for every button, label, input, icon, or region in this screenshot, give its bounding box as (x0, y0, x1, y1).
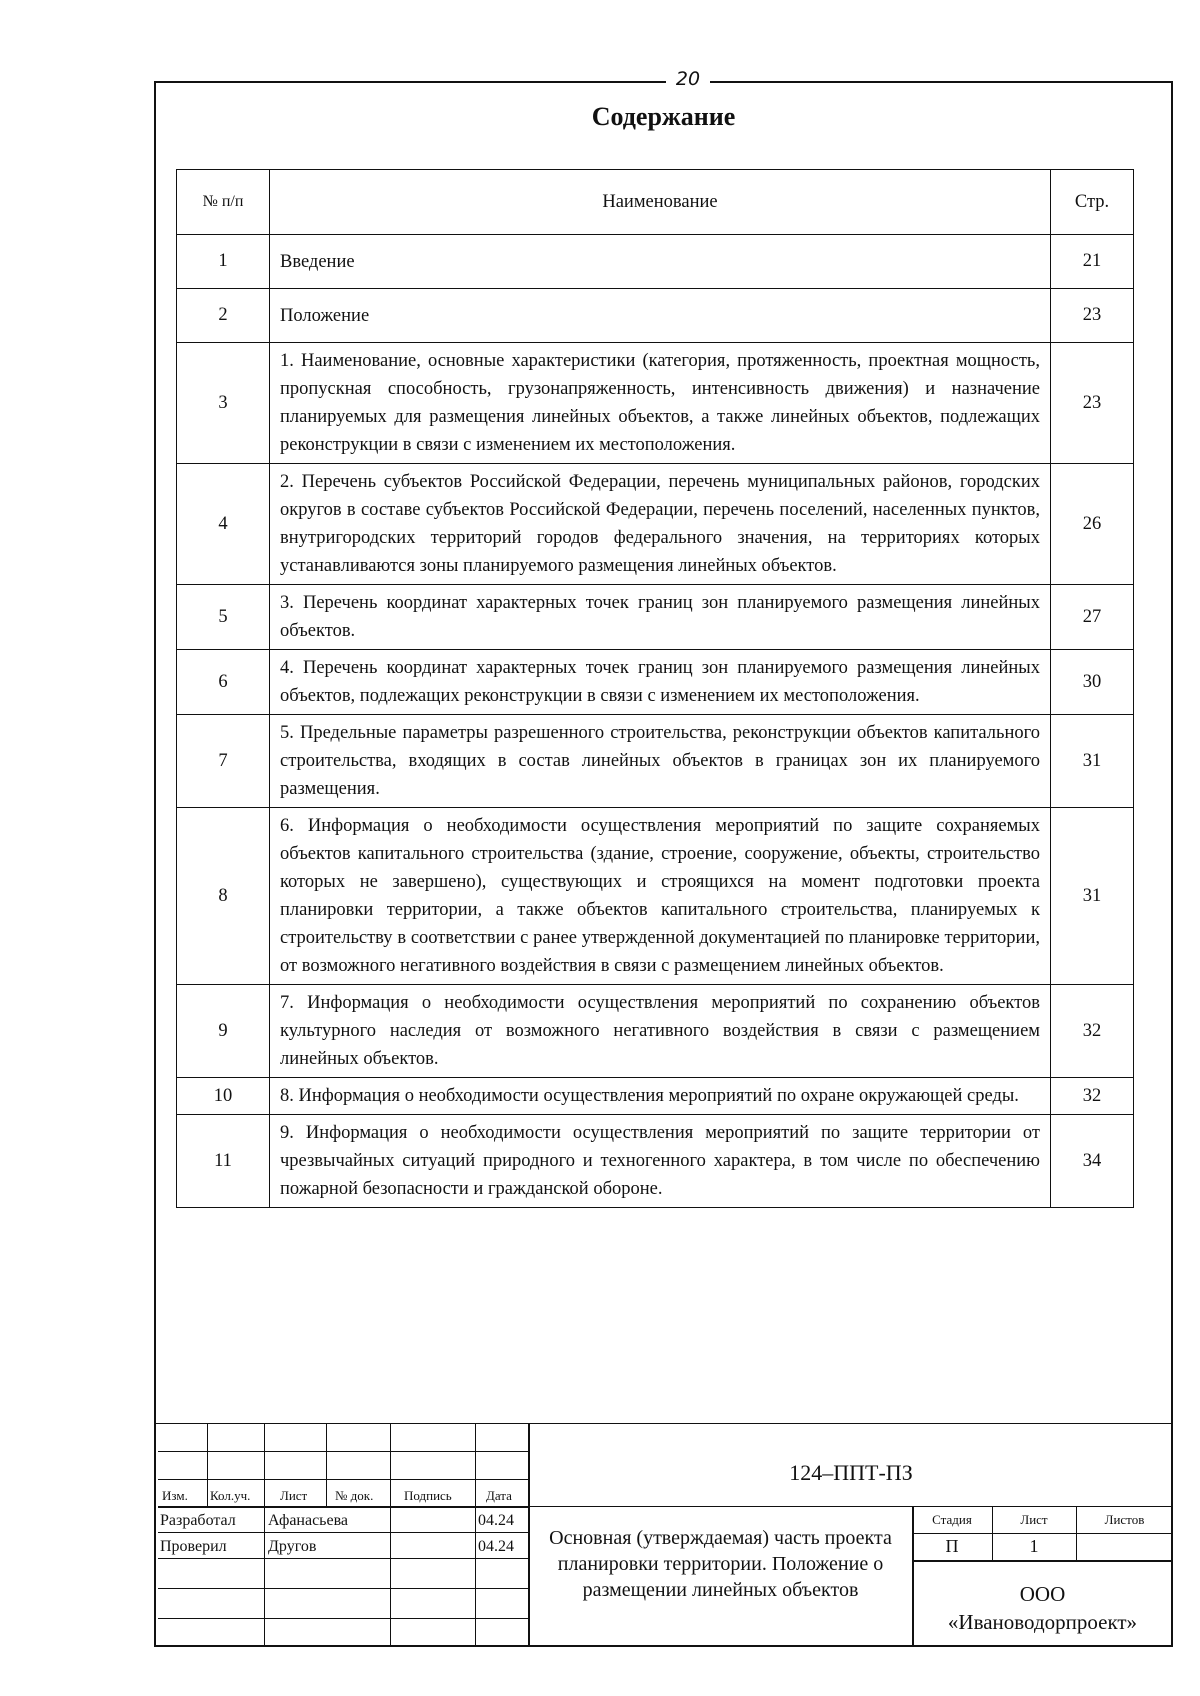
row-title: Положение (270, 289, 1051, 343)
row-title: Введение (270, 235, 1051, 289)
row-title: 8. Информация о необходимости осуществления мероприятий по охране окружающей среды. (270, 1078, 1051, 1115)
grid-line (912, 1560, 1173, 1562)
row-number: 7 (177, 715, 270, 808)
header-doc: № док. (335, 1488, 374, 1503)
grid-line (207, 1423, 208, 1506)
organization (912, 1580, 1173, 1636)
row-number: 8 (177, 808, 270, 985)
header-sign: Подпись (404, 1488, 452, 1503)
document-description: Основная (утверждаемая) часть проекта планировки территории. Положение о размещении линейных объектов (549, 1527, 892, 1601)
stage-value: П (945, 1536, 959, 1556)
header-date: Дата (486, 1488, 512, 1503)
row-title: 9. Информация о необходимости осуществления мероприятий по защите территории от чрезвычайных ситуаций природного и техногенного характера, в том числе по обеспечению пожарной безопасности и гражданской обороне. (270, 1115, 1051, 1208)
row-number: 6 (177, 650, 270, 715)
org-line-2: «Ивановодорпроект» (947, 1610, 1138, 1634)
checked-label: Проверил (160, 1538, 227, 1555)
grid-line (912, 1533, 1173, 1534)
table-row (177, 289, 1134, 343)
table-row (177, 235, 1134, 289)
grid-line (158, 1558, 528, 1559)
developed-label: Разработал (160, 1512, 236, 1529)
row-title: 5. Предельные параметры разрешенного строительства, реконструкции объектов капитального строительства, входящих в состав линейных объектов в границах зон их планируемого размещения. (270, 715, 1051, 808)
grid-line (158, 1588, 528, 1589)
row-number: 9 (177, 985, 270, 1078)
row-page: 26 (1051, 464, 1134, 585)
header-list: Лист (280, 1488, 308, 1503)
row-title: 4. Перечень координат характерных точек границ зон планируемого размещения линейных объектов, подлежащих реконструкции в связи с изменением их местоположения. (270, 650, 1051, 715)
header-kol: Кол.уч. (210, 1488, 251, 1503)
table-header-row (177, 170, 1134, 235)
document-title: Содержание (591, 102, 736, 131)
row-page: 23 (1051, 289, 1134, 343)
row-page: 34 (1051, 1115, 1134, 1208)
table-row (177, 808, 1134, 985)
row-title: 6. Информация о необходимости осуществления мероприятий по защите сохраняемых объектов капитального строительства (здание, строение, сооружение, объекты, строительство которых не завершено), существующих и строящихся на момент подготовки проекта планировки территории, а также объектов капитального строительства, планируемых к строительству в соответствии с ранее утвержденной документацией по планировке территории, от возможного негативного воздействия в связи с размещением линейных объектов. (270, 808, 1051, 985)
document-code: 124–ППТ-ПЗ (789, 1460, 913, 1485)
grid-line (264, 1423, 265, 1645)
header-page: Стр. (1051, 170, 1134, 235)
grid-line (475, 1423, 476, 1645)
header-number: № п/п (177, 170, 270, 235)
row-number: 5 (177, 585, 270, 650)
row-title: 2. Перечень субъектов Российской Федерации, перечень муниципальных районов, городских округов в составе субъектов Российской Федерации, перечень поселений, населенных пунктов, внутригородских территорий городов федерального значения, на территориях которых устанавливаются зоны планируемого размещения линейных объектов. (270, 464, 1051, 585)
row-page: 32 (1051, 985, 1134, 1078)
row-title: 7. Информация о необходимости осуществления мероприятий по сохранению объектов культурного наследия от возможного негативного воздействия в связи с размещением линейных объектов. (270, 985, 1051, 1078)
sheet-value: 1 (1029, 1536, 1039, 1556)
row-page: 31 (1051, 715, 1134, 808)
developed-date: 04.24 (478, 1512, 514, 1529)
grid-line (158, 1618, 528, 1619)
grid-line (390, 1423, 391, 1645)
table-row (177, 585, 1134, 650)
stage-label: Стадия (932, 1512, 972, 1527)
developed-name: Афанасьева (268, 1512, 349, 1529)
org-line-1: ООО (1019, 1582, 1066, 1606)
page-number: 20 (675, 68, 701, 90)
row-page: 31 (1051, 808, 1134, 985)
header-name: Наименование (270, 170, 1051, 235)
row-page: 23 (1051, 343, 1134, 464)
grid-line (158, 1479, 528, 1480)
row-number: 10 (177, 1078, 270, 1115)
row-number: 11 (177, 1115, 270, 1208)
row-title: 1. Наименование, основные характеристики (категория, протяженность, проектная мощность, пропускная способность, грузонапряженность, интенсивность движения) и назначение планируемых для размещения линейных объектов, а также линейных объектов, подлежащих реконструкции в связи с изменением их местоположения. (270, 343, 1051, 464)
contents-table (176, 169, 1134, 1208)
grid-line (326, 1423, 327, 1506)
table-row (177, 343, 1134, 464)
row-number: 3 (177, 343, 270, 464)
table-row (177, 464, 1134, 585)
table-row (177, 1078, 1134, 1115)
row-title: 3. Перечень координат характерных точек границ зон планируемого размещения линейных объектов. (270, 585, 1051, 650)
header-izm: Изм. (162, 1488, 188, 1503)
row-number: 2 (177, 289, 270, 343)
grid-line (158, 1451, 528, 1452)
grid-line (158, 1506, 528, 1508)
table-row (177, 1115, 1134, 1208)
checked-name: Другов (268, 1538, 317, 1555)
sheet-label: Лист (1020, 1512, 1048, 1527)
sheets-label: Листов (1104, 1512, 1145, 1527)
row-page: 32 (1051, 1078, 1134, 1115)
table-row (177, 650, 1134, 715)
row-page: 21 (1051, 235, 1134, 289)
row-number: 4 (177, 464, 270, 585)
row-page: 27 (1051, 585, 1134, 650)
checked-date: 04.24 (478, 1538, 514, 1555)
title-block-top-line (154, 1423, 1173, 1424)
table-row (177, 985, 1134, 1078)
table-row (177, 715, 1134, 808)
row-number: 1 (177, 235, 270, 289)
row-page: 30 (1051, 650, 1134, 715)
grid-line (158, 1532, 528, 1533)
